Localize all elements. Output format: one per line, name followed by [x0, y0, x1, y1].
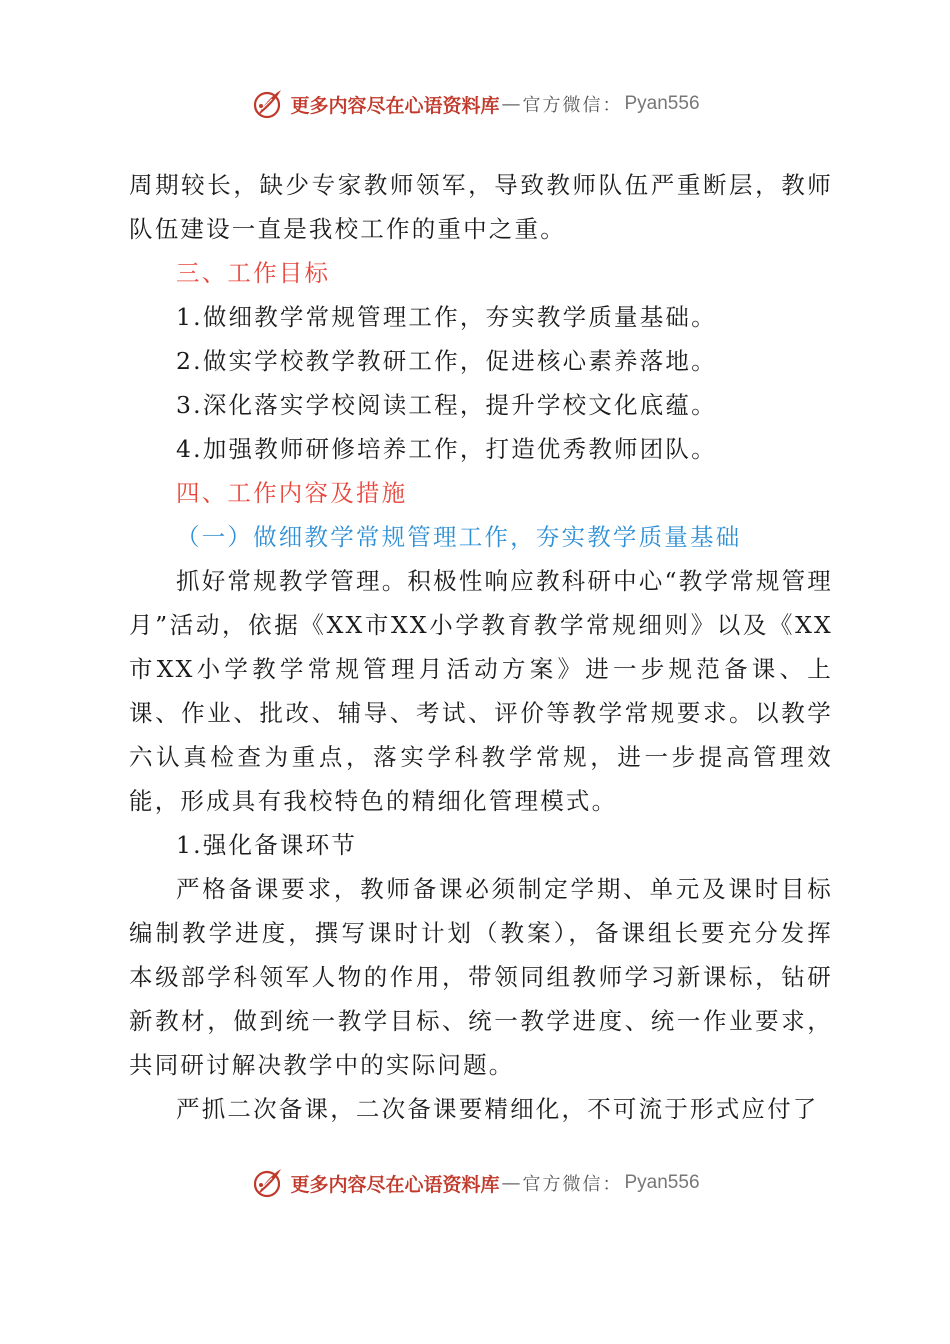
goal-item-4: 4.加强教师研修培养工作，打造优秀教师团队。	[176, 435, 717, 463]
goal-item-1: 1.做细教学常规管理工作，夯实教学质量基础。	[176, 303, 717, 331]
banner-wechat-id: Pyan556	[624, 1172, 700, 1193]
header-banner	[0, 84, 950, 124]
banner-dash: —	[501, 1172, 521, 1194]
banner-title: 更多内容尽在心语资料库	[290, 94, 500, 117]
banner-wechat-id: Pyan556	[624, 93, 700, 114]
footer-banner	[0, 1163, 950, 1203]
feather-pen-logo-icon	[250, 87, 284, 121]
goal-item-3: 3.深化落实学校阅读工程，提升学校文化底蕴。	[176, 391, 717, 419]
feather-pen-logo-icon	[250, 1166, 284, 1200]
banner-dash: —	[501, 93, 521, 115]
heading-work-goals: 三、工作目标	[176, 259, 331, 287]
banner-wechat-label: 官方微信：	[522, 1174, 623, 1195]
paragraph-second-prep: 严抓二次备课，二次备课要精细化，不可流于形式应付了	[176, 1095, 819, 1123]
heading-work-content: 四、工作内容及措施	[176, 479, 408, 507]
paragraph-lesson-prep: 严格备课要求，教师备课必须制定学期、单元及课时目标编制教学进度，撰写课时计划（教案），备课组长要充分发挥本级部学科领军人物的作用，带领同组教师学习新课标，钻研新教材，做到统一教学目标、统一教学进度、统一作业要求，共同研讨解决教学中的实际问题。	[129, 875, 833, 1079]
goal-item-2: 2.做实学校教学教研工作，促进核心素养落地。	[176, 347, 717, 375]
item-lesson-prep: 1.强化备课环节	[176, 831, 358, 859]
paragraph-routine-management: 抓好常规教学管理。积极性响应教科研中心“教学常规管理月”活动，依据《XX市XX小学教育教学常规细则》以及《XX市XX小学教学常规管理月活动方案》进一步规范备课、上课、作业、批改、辅导、考试、评价等教学常规要求。以教学六认真检查为重点，落实学科教学常规，进一步提高管理效能，形成具有我校特色的精细化管理模式。	[129, 567, 833, 815]
document-body	[129, 163, 833, 1131]
banner-wechat-label: 官方微信：	[522, 95, 623, 116]
paragraph-continued: 周期较长，缺少专家教师领军，导致教师队伍严重断层，教师队伍建设一直是我校工作的重中之重。	[129, 171, 833, 243]
subheading-teaching-routine: （一）做细教学常规管理工作，夯实教学质量基础	[176, 523, 742, 551]
banner-title: 更多内容尽在心语资料库	[290, 1173, 500, 1196]
